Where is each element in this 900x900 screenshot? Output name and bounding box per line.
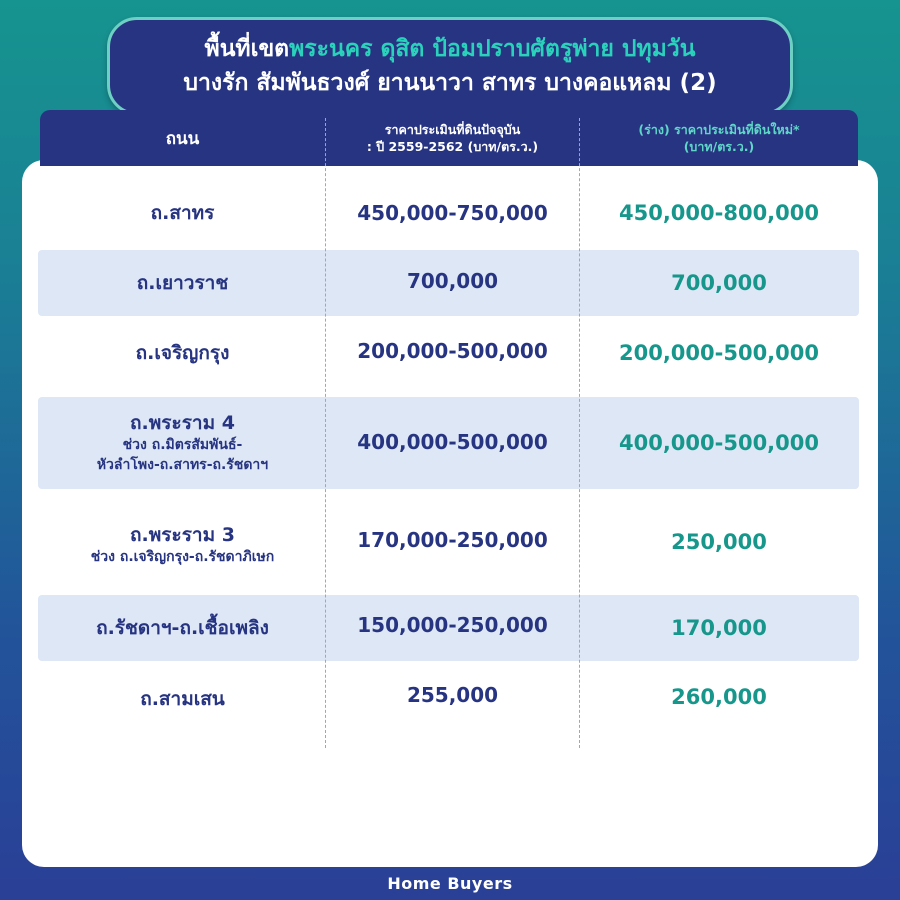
title-line-1: พื้นที่เขตพระนคร ดุสิต ป้อมปราบศัตรูพ่าย ปทุมวัน xyxy=(204,36,696,62)
table-row-road: ถ.สามเสน xyxy=(140,688,225,710)
table-row-new: 250,000 xyxy=(671,530,767,554)
table-row-new: 170,000 xyxy=(671,616,767,640)
table-row-current: 150,000-250,000 xyxy=(357,613,548,637)
table-row-road: ถ.พระราม 4 ช่วง ถ.มิตรสัมพันธ์- หัวลำโพง-ถ.สาทร-ถ.รัชดาฯ xyxy=(96,412,269,473)
header-current-price: ราคาประเมินที่ดินปัจจุบัน : ปี 2559-2562 (บาท/ตร.ว.) xyxy=(366,122,539,154)
table-row-current: 400,000-500,000 xyxy=(357,430,548,454)
table-row-new: 700,000 xyxy=(671,271,767,295)
table-row-road: ถ.สาทร xyxy=(150,202,215,224)
table-row-road: ถ.รัชดาฯ-ถ.เชื้อเพลิง xyxy=(96,617,269,639)
header-new-price: (ร่าง) ราคาประเมินที่ดินใหม่* (บาท/ตร.ว.) xyxy=(638,122,800,154)
header-road: ถนน xyxy=(165,128,200,149)
table-row-new: 200,000-500,000 xyxy=(618,341,819,365)
home-buyers-logo: Home Buyers xyxy=(387,874,513,893)
table-row-current: 200,000-500,000 xyxy=(357,339,548,363)
table-row-new: 400,000-500,000 xyxy=(618,431,819,455)
table-row-new: 260,000 xyxy=(671,685,767,709)
page-title xyxy=(107,17,793,115)
table-row-current: 170,000-250,000 xyxy=(357,528,548,552)
table-row-current: 255,000 xyxy=(406,683,499,707)
table-row-road: ถ.เจริญกรุง xyxy=(135,342,230,364)
table-row-road: ถ.เยาวราช xyxy=(136,272,229,294)
title-line-2: บางรัก สัมพันธวงศ์ ยานนาวา สาทร บางคอแหลม (2) xyxy=(183,70,717,96)
table-row-current: 700,000 xyxy=(406,269,499,293)
table-row-road: ถ.พระราม 3 ช่วง ถ.เจริญกรุง-ถ.รัชดาภิเษก xyxy=(90,524,275,565)
title-highlight: พระนคร ดุสิต ป้อมปราบศัตรูพ่าย ปทุมวัน xyxy=(289,36,696,62)
table-row-new: 450,000-800,000 xyxy=(618,201,819,225)
table-row-current: 450,000-750,000 xyxy=(357,201,548,225)
